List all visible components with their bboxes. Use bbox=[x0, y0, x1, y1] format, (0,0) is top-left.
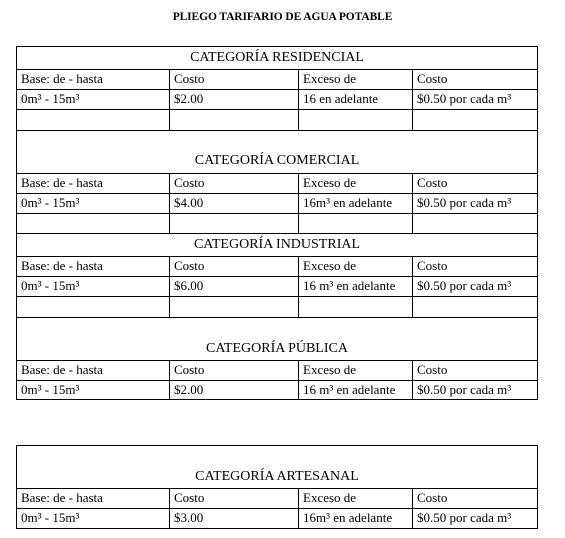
empty-cell bbox=[169, 110, 298, 130]
cell-base: 0m³ - 15m³ bbox=[21, 91, 80, 106]
category-title: CATEGORÍA ARTESANAL bbox=[195, 469, 359, 484]
empty-cell bbox=[298, 297, 412, 317]
cell-base: 0m³ - 15m³ bbox=[21, 382, 80, 397]
category-residencial bbox=[16, 46, 538, 131]
document-title: PLIEGO TARIFARIO DE AGUA POTABLE bbox=[172, 11, 393, 23]
header-exceso: Exceso de bbox=[298, 174, 412, 193]
header-costo-exceso: Costo bbox=[412, 489, 537, 508]
empty-cell bbox=[17, 110, 169, 130]
header-exceso: Exceso de bbox=[298, 489, 412, 508]
cell-costo: $2.00 bbox=[169, 381, 298, 399]
empty-cell bbox=[412, 214, 537, 233]
cell-costo-exceso: $0.50 por cada m³ bbox=[412, 90, 537, 109]
header-exceso: Exceso de bbox=[298, 361, 412, 380]
cell-costo: $6.00 bbox=[169, 277, 298, 296]
empty-cell bbox=[412, 110, 537, 130]
empty-cell bbox=[169, 214, 298, 233]
header-exceso: Exceso de bbox=[298, 257, 412, 276]
header-base: Base: de - hasta bbox=[21, 490, 103, 505]
table-row bbox=[17, 380, 537, 399]
cell-base: 0m³ - 15m³ bbox=[21, 510, 80, 525]
header-row bbox=[17, 173, 537, 193]
category-title: CATEGORÍA RESIDENCIAL bbox=[190, 50, 364, 65]
table-row bbox=[17, 89, 537, 109]
cell-costo-exceso: $0.50 por cada m³ bbox=[412, 381, 537, 399]
cell-exceso: 16 m³ en adelante bbox=[298, 277, 412, 296]
header-row bbox=[17, 256, 537, 276]
cell-base: 0m³ - 15m³ bbox=[21, 195, 80, 210]
cell-costo-exceso: $0.50 por cada m³ bbox=[412, 277, 537, 296]
table-row bbox=[17, 276, 537, 296]
empty-row bbox=[17, 296, 537, 317]
cell-exceso: 16m³ en adelante bbox=[298, 509, 412, 528]
header-costo: Costo bbox=[169, 174, 298, 193]
cell-exceso: 16 en adelante bbox=[298, 90, 412, 109]
cell-costo-exceso: $0.50 por cada m³ bbox=[412, 509, 537, 528]
header-base: Base: de - hasta bbox=[21, 71, 103, 86]
empty-cell bbox=[169, 297, 298, 317]
empty-cell bbox=[412, 297, 537, 317]
header-row bbox=[17, 69, 537, 89]
empty-row bbox=[17, 213, 537, 233]
category-publica bbox=[16, 317, 538, 400]
table-row bbox=[17, 508, 537, 528]
cell-exceso: 16m³ en adelante bbox=[298, 194, 412, 213]
header-base: Base: de - hasta bbox=[21, 362, 103, 377]
header-costo-exceso: Costo bbox=[412, 174, 537, 193]
category-comercial bbox=[16, 130, 538, 234]
empty-cell bbox=[298, 214, 412, 233]
header-base: Base: de - hasta bbox=[21, 175, 103, 190]
empty-cell bbox=[17, 297, 169, 317]
cell-costo: $2.00 bbox=[169, 90, 298, 109]
table-row bbox=[17, 193, 537, 213]
header-costo: Costo bbox=[169, 70, 298, 89]
category-industrial bbox=[16, 233, 538, 318]
header-costo: Costo bbox=[169, 489, 298, 508]
header-base: Base: de - hasta bbox=[21, 258, 103, 273]
header-costo-exceso: Costo bbox=[412, 70, 537, 89]
header-costo-exceso: Costo bbox=[412, 257, 537, 276]
category-artesanal bbox=[16, 445, 538, 529]
header-costo-exceso: Costo bbox=[412, 361, 537, 380]
cell-costo-exceso: $0.50 por cada m³ bbox=[412, 194, 537, 213]
cell-base: 0m³ - 15m³ bbox=[21, 278, 80, 293]
cell-exceso: 16 m³ en adelante bbox=[298, 381, 412, 399]
empty-row bbox=[17, 109, 537, 130]
header-costo: Costo bbox=[169, 361, 298, 380]
cell-costo: $3.00 bbox=[169, 509, 298, 528]
cell-costo: $4.00 bbox=[169, 194, 298, 213]
header-costo: Costo bbox=[169, 257, 298, 276]
category-title: CATEGORÍA COMERCIAL bbox=[194, 153, 360, 168]
header-exceso: Exceso de bbox=[298, 70, 412, 89]
category-title: CATEGORÍA PÚBLICA bbox=[206, 341, 348, 356]
empty-cell bbox=[298, 110, 412, 130]
header-row bbox=[17, 488, 537, 508]
empty-cell bbox=[17, 214, 169, 233]
category-title: CATEGORÍA INDUSTRIAL bbox=[193, 237, 361, 252]
header-row bbox=[17, 360, 537, 380]
